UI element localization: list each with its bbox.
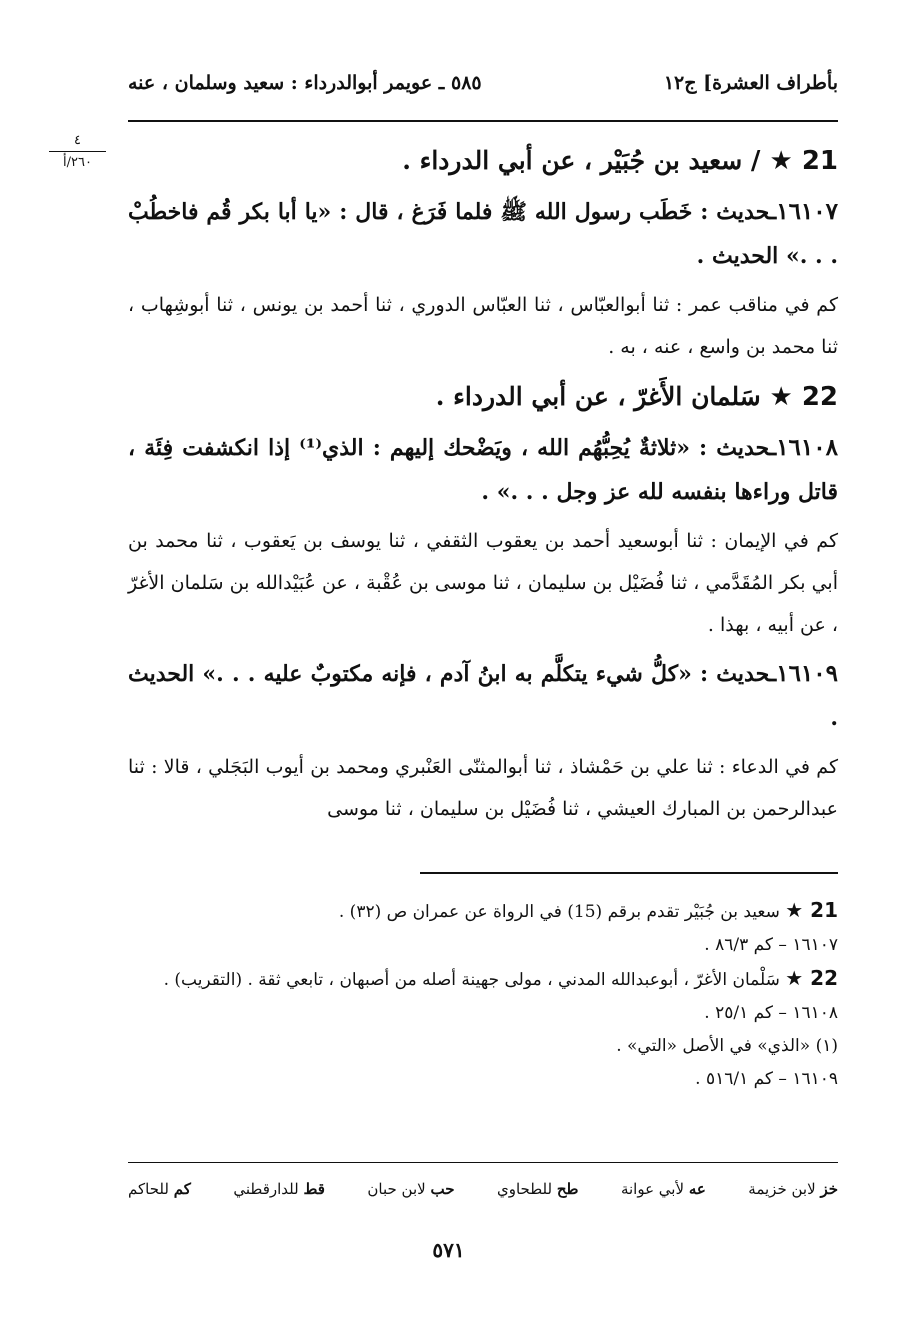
section-number-22: 22 ★ (769, 382, 838, 412)
abbr-item: حب لابن حبان (367, 1180, 455, 1198)
abbr-item: عه لأبي عوانة (620, 1180, 706, 1198)
section-heading-21 (128, 138, 838, 184)
footnote-1: (١) «الذي» في الأصل «التي» . (616, 1036, 838, 1056)
main-text (128, 138, 838, 836)
hadith-text-16108: ـحديث : «ثلاثةٌ يُحِبُّهُم الله ، ويَضْحك إليهم : الذي⁽¹⁾ إذا انكشفت فِئَة ، قاتل وراءها بنفسه لله عز وجل . . .» . (128, 435, 838, 505)
abbreviations-legend (128, 1180, 838, 1210)
margin-note-divider (49, 151, 106, 152)
footnote-21-number: 21 ★ (785, 898, 838, 922)
footnote-16109: ١٦١٠٩ – كم ٥١٦/١ . (695, 1069, 838, 1089)
hadith-text-16107: ـحديث : خَطَب رسول الله ﷺ فلما فَرَغ ، قال : «يا أبا بكر قُم فاخطُبْ . . .» الحديث . (128, 199, 838, 269)
abbr-item: قط للدارقطني (233, 1180, 325, 1198)
header-section-title: ٥٨٥ ـ عويمر أبوالدرداء : سعيد وسلمان ، عنه (128, 72, 482, 94)
hadith-number-16107: ١٦١٠٧ (776, 198, 838, 225)
abbr-item: طح للطحاوي (496, 1180, 579, 1198)
footnote-21-text: سعيد بن جُبَيْر تقدم برقم (15) في الرواة عن عمران ص (٣٢) . (338, 902, 780, 922)
abbr-item: خز لابن خزيمة (748, 1180, 838, 1198)
margin-note (45, 133, 110, 170)
footnote-16107: ١٦١٠٧ – كم ٨٦/٣ . (704, 935, 838, 955)
footnote-16108: ١٦١٠٨ – كم ٢٥/١ . (704, 1003, 838, 1023)
footnote-22-text: سَلْمان الأغرّ ، أبوعبدالله المدني ، مولى جهينة أصله من أصبهان ، تابعي ثقة . (التقريب) . (163, 970, 780, 990)
footnote-rule (420, 872, 838, 874)
footnote-22-number: 22 ★ (785, 966, 838, 990)
header-book-title: بأطراف العشرة] ج١٢ (663, 72, 838, 94)
isnad-16107: كم في مناقب عمر : ثنا أبوالعبّاس ، ثنا العبّاس الدوري ، ثنا أحمد بن يونس ، ثنا أبوشِهاب ، ثنا محمد بن واسع ، عنه ، به . (128, 294, 838, 358)
isnad-16108: كم في الإيمان : ثنا أبوسعيد أحمد بن يعقوب الثقفي ، ثنا يوسف بن يَعقوب ، ثنا محمد بن أبي بكر المُقَدَّمي ، ثنا فُضَيْل بن سليمان ، ثنا موسى بن عُقْبة ، عن عُبَيْدالله بن سَلمان الأغرّ ، عن أبيه ، بهذا . (128, 530, 838, 636)
footnote-21 (128, 894, 838, 929)
hadith-16107 (128, 190, 838, 278)
hadith-16109 (128, 652, 838, 740)
section-heading-22 (128, 374, 838, 420)
running-header (128, 66, 838, 106)
hadith-text-16109: ـحديث : «كلُّ شيء يتكلَّم به ابنُ آدم ، فإنه مكتوبٌ عليه . . .» الحديث . (128, 661, 838, 731)
isnad-16109: كم في الدعاء : ثنا علي بن حَمْشاذ ، ثنا أبوالمثنّى العَنْبري ومحمد بن أيوب البَجَلي ، قالا : ثنا عبدالرحمن بن المبارك العيشي ، ثنا فُضَيْل بن سليمان ، ثنا موسى (128, 756, 838, 820)
abbreviations-rule (128, 1162, 838, 1163)
hadith-number-16108: ١٦١٠٨ (776, 434, 838, 461)
section-title-22: سَلمان الأَغرّ ، عن أبي الدرداء . (435, 382, 761, 411)
section-title-21: سعيد بن جُبَيْر ، عن أبي الدرداء . (402, 146, 743, 175)
margin-note-number: ٤ (74, 133, 81, 148)
header-rule (128, 120, 838, 122)
abbr-item: كم للحاكم (128, 1180, 191, 1198)
margin-note-ref: ٢٦٠/أ (63, 155, 92, 170)
footnote-22 (128, 962, 838, 997)
footnotes (128, 894, 838, 1096)
hadith-number-16109: ١٦١٠٩ (776, 660, 838, 687)
hadith-16108 (128, 426, 838, 514)
section-number-21: 21 ★ / (750, 146, 838, 176)
page-number: ٥٧١ (432, 1238, 465, 1262)
